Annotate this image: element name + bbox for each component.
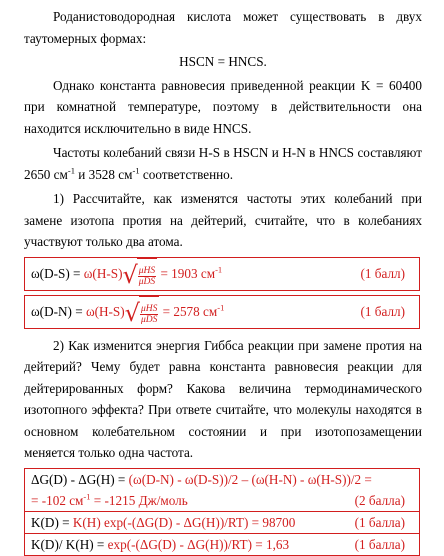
fraction-numerator: μHS — [138, 265, 156, 276]
delta-g-value-j: = -1215 Дж/моль — [90, 492, 188, 508]
question-1: 1) Рассчитайте, как изменятся частоты этих колебаний при замене изотопа протия на дейтерий, считайте, что в колебаниях участвуют только два атома. — [24, 191, 422, 249]
document-page — [24, 0, 422, 556]
unit-exponent: -1 — [217, 302, 225, 313]
frequency-text-3: соответственно. — [139, 166, 234, 182]
fraction-numerator: μHS — [140, 303, 158, 314]
k-d-lhs: K(D) = — [31, 514, 73, 530]
answer-1-row-ds — [31, 258, 413, 290]
intro-paragraph: Роданистоводородная кислота может существовать в двух таутомерных формах: — [24, 9, 422, 46]
answer-2-row-4 — [31, 534, 413, 555]
formula-result: = 1903 см — [157, 265, 216, 281]
unit-exponent: -1 — [83, 491, 91, 502]
k-d-expression: K(H) exp(-(ΔG(D) - ΔG(H))/RT) = 98700 — [72, 514, 296, 530]
tautomer-equation: HSCN = HNCS. — [179, 54, 267, 69]
delta-g-value-cm: = -102 см — [31, 492, 84, 508]
formula-lhs: ω(D-S) = — [31, 265, 84, 281]
fraction-denominator: μDS — [138, 276, 156, 287]
answer-2-row-1 — [31, 469, 413, 490]
points-label: (2 балла) — [354, 492, 405, 508]
answer-1-box — [24, 257, 420, 291]
answer-2-row-2 — [31, 490, 413, 511]
points-label: (1 балла) — [354, 536, 405, 552]
answer-2-row-3 — [31, 512, 413, 533]
unit-exponent: -1 — [67, 165, 75, 176]
answer-1-row-dn — [31, 296, 413, 328]
frequency-text-2: и 3528 см — [74, 166, 133, 182]
formula-result: = 2578 см — [159, 303, 218, 319]
delta-g-lhs: ΔG(D) - ΔG(H) = — [31, 471, 129, 487]
unit-exponent: -1 — [132, 165, 140, 176]
equilibrium-paragraph: Однако константа равновесия приведенной реакции K = 60400 при комнатной температуре, поэтому в действительности она находится исключительно в виде HNCS. — [24, 77, 422, 136]
answer-2-box-ratio — [24, 533, 420, 556]
frequency-paragraph — [24, 142, 422, 185]
unit-exponent: -1 — [215, 264, 223, 275]
formula-lhs: ω(D-N) = — [31, 303, 86, 319]
question-2: 2) Как изменится энергия Гиббса реакции при замене протия на дейтерий? Чему будет равна константа равновесия реакции для дейтерированных форм? Какова величина термодинамического изотопного эффекта? При ответе считайте, что молекулы находятся в основном колебательном состоянии и при изотопозамещении меняется только одна частота. — [24, 337, 422, 460]
sqrt-fraction: √ $\frac{\text{μHS}}{\text{μDS}}$ — [125, 296, 160, 330]
points-label: (1 балла) — [354, 514, 405, 530]
delta-g-expression: (ω(D-N) - ω(D-S))/2 – (ω(H-N) - ω(H-S))/2 = — [128, 471, 372, 487]
formula-omega: ω(H-S) — [83, 265, 123, 281]
frequency-text-1: Частоты колебаний связи H-S в HSCN и H-N в HNCS составляют 2650 см — [24, 145, 422, 182]
sqrt-fraction: √ $\frac{\text{μHS}}{\text{μDS}}$ — [122, 258, 157, 292]
points-label: (1 балл) — [360, 265, 405, 281]
formula-omega: ω(H-S) — [85, 303, 125, 319]
ratio-expression: exp(-(ΔG(D) - ΔG(H))/RT) = 1,63 — [107, 536, 290, 552]
ratio-lhs: K(D)/ K(H) = — [31, 536, 108, 552]
fraction-denominator: μDS — [140, 314, 158, 325]
answer-2-box — [24, 468, 420, 512]
answer-2-box-k — [24, 511, 420, 534]
answer-1-box-2 — [24, 295, 420, 329]
points-label: (1 балл) — [360, 303, 405, 319]
